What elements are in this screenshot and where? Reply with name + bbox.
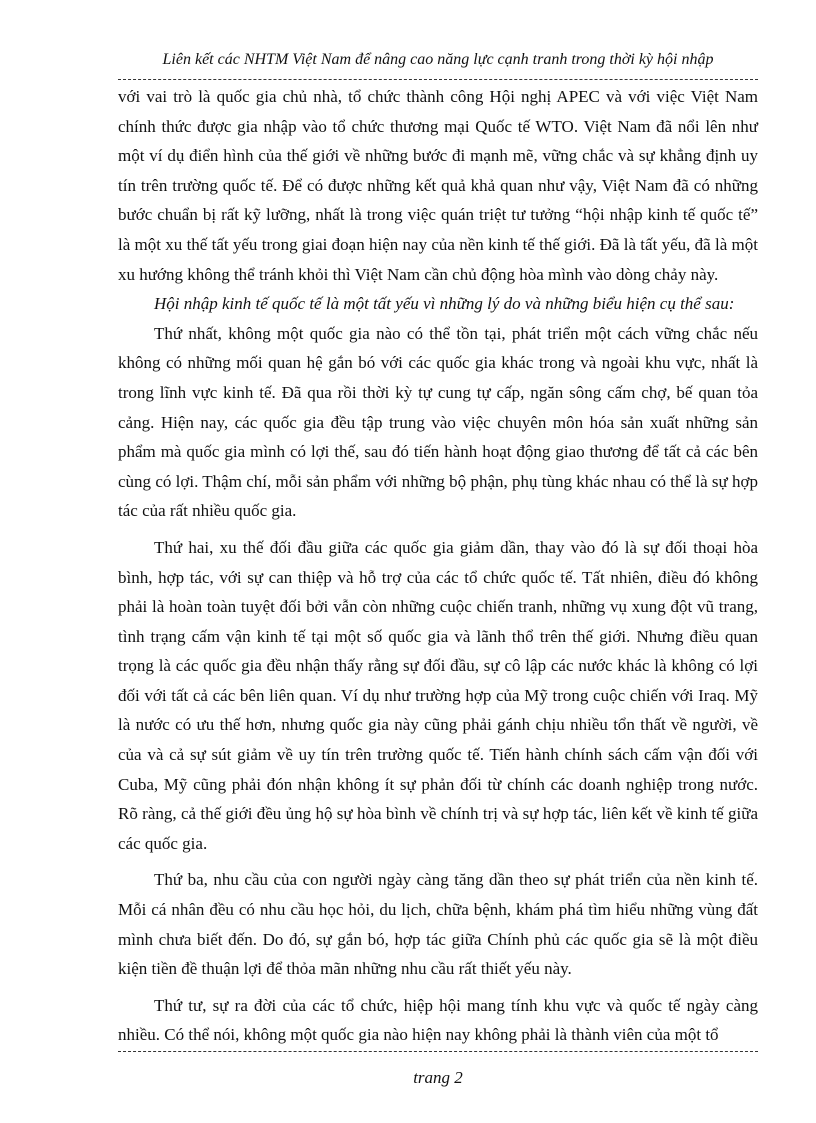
header-divider bbox=[118, 79, 758, 80]
paragraph-lead-in: Hội nhập kinh tế quốc tế là một tất yếu vì những lý do và những biểu hiện cụ thể sau: bbox=[154, 294, 735, 314]
paragraph-continuation: với vai trò là quốc gia chủ nhà, tổ chức thành công Hội nghị APEC và với việc Việt Nam chính thức được gia nhập vào tổ chức thương mại Quốc tế WTO. Việt Nam đã nổi lên như một ví dụ điển hình của thế giới về những bước đi mạnh mẽ, vững chắc và sự khẳng định uy tín trên trường quốc tế. Để có được những kết quả khả quan như vậy, Việt Nam đã có những bước chuẩn bị rất kỹ lưỡng, nhất là trong việc quán triệt tư tưởng “hội nhập kinh tế quốc tế” là một xu thế tất yếu trong giai đoạn hiện nay của nền kinh tế thế giới. Đã là tất yếu, đã là một xu hướng không thể tránh khỏi thì Việt Nam cần chủ động hòa mình vào dòng chảy này. bbox=[118, 87, 758, 284]
paragraph-fourth-reason: Thứ tư, sự ra đời của các tổ chức, hiệp hội mang tính khu vực và quốc tế ngày càng nhiều. Có thể nói, không một quốc gia nào hiện nay không phải là thành viên của một tổ bbox=[118, 995, 758, 1045]
paragraph-first-reason: Thứ nhất, không một quốc gia nào có thể tồn tại, phát triển một cách vững chắc nếu không có những mối quan hệ gắn bó với các quốc gia khác trong và ngoài khu vực, nhất là trong lĩnh vực kinh tế. Đã qua rồi thời kỳ tự cung tự cấp, ngăn sông cấm chợ, bế quan tỏa cảng. Hiện nay, các quốc gia đều tập trung vào việc chuyên môn hóa sản xuất những sản phẩm mà quốc gia mình có lợi thế, sau đó tiến hành hoạt động giao thương để tất cả các bên cùng có lợi. Thậm chí, mỗi sản phẩm với những bộ phận, phụ tùng khác nhau có thể là sự hợp tác của rất nhiều quốc gia. bbox=[118, 323, 758, 521]
document-body bbox=[118, 82, 758, 1050]
page-number: trang 2 bbox=[413, 1068, 463, 1087]
running-header: Liên kết các NHTM Việt Nam để nâng cao năng lực cạnh tranh trong thời kỳ hội nhập bbox=[162, 51, 714, 68]
paragraph-third-reason: Thứ ba, nhu cầu của con người ngày càng tăng dần theo sự phát triển của nền kinh tế. Mỗi cá nhân đều có nhu cầu học hỏi, du lịch, chữa bệnh, khám phá tìm hiểu những vùng đất mình chưa biết đến. Do đó, sự gắn bó, hợp tác giữa Chính phủ các quốc gia sẽ là một điều kiện tiền đề thuận lợi để thỏa mãn những nhu cầu rất thiết yếu này. bbox=[118, 870, 758, 979]
footer-divider bbox=[118, 1051, 758, 1052]
paragraph-second-reason: Thứ hai, xu thế đối đầu giữa các quốc gia giảm dần, thay vào đó là sự đối thoại hòa bình, hợp tác, với sự can thiệp và hỗ trợ của các tổ chức quốc tế. Tất nhiên, điều đó không phải là hoàn toàn tuyệt đối bởi vẫn còn những cuộc chiến tranh, những vụ xung đột vũ trang, tình trạng cấm vận kinh tế tại một số quốc gia và lãnh thổ trên thế giới. Nhưng điều quan trọng là các quốc gia đều nhận thấy rằng sự đối đầu, sự cô lập các nước khác là không có lợi đối với tất cả các bên liên quan. Ví dụ như trường hợp của Mỹ trong cuộc chiến với Iraq. Mỹ là nước có ưu thế hơn, nhưng quốc gia này cũng phải gánh chịu nhiều tổn thất về người, về của và cả sự sút giảm về uy tín trên trường quốc tế. Tiến hành chính sách cấm vận đối với Cuba, Mỹ cũng phải đón nhận không ít sự phản đối từ chính các doanh nghiệp trong nước. Rõ ràng, cả thế giới đều ủng hộ sự hòa bình về chính trị và sự hợp tác, liên kết về kinh tế giữa các quốc gia. bbox=[118, 537, 758, 853]
